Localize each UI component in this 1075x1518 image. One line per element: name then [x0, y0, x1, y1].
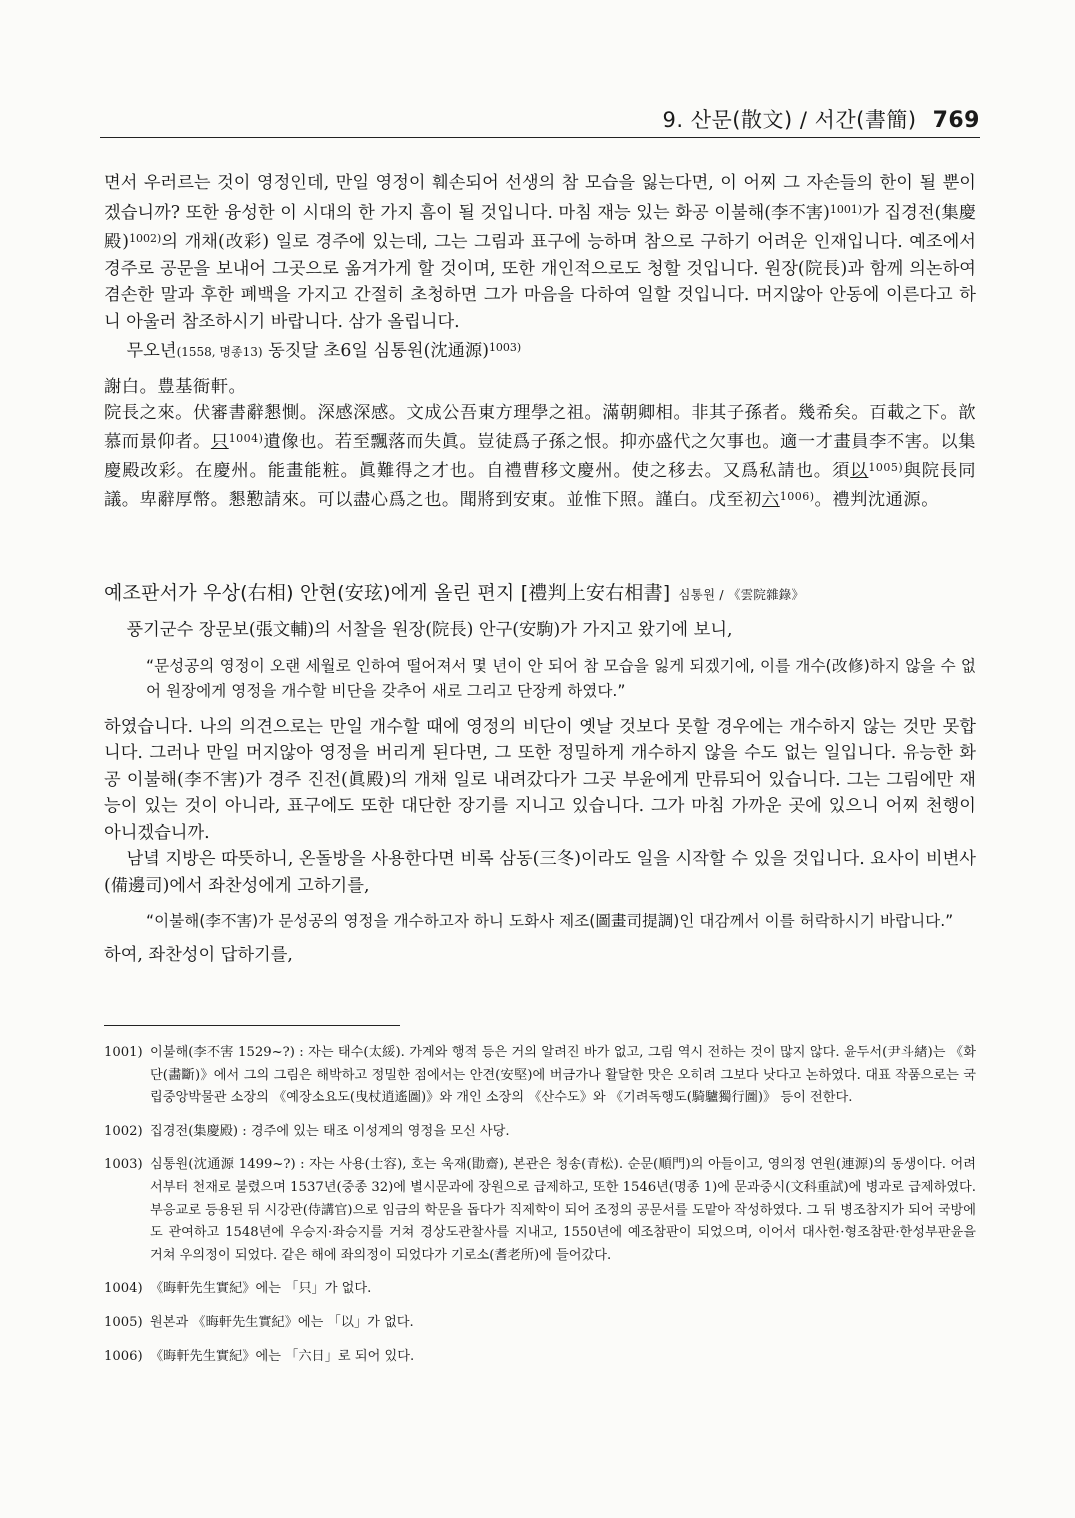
footnote-number: 1006)	[104, 1348, 143, 1364]
footnote-1004	[104, 1278, 976, 1301]
text-run: 。禮判沈通源。	[814, 490, 939, 510]
text-run: 院長之來。伏審書辭懇惻。深感深感。文成公吾東方理學之祖。滿朝卿相。非其子孫者。幾希矣。百載之下。歆慕而景仰者。	[104, 403, 976, 452]
footnote-number: 1002)	[104, 1123, 143, 1139]
footnote-number: 1005)	[104, 1314, 143, 1330]
translation-paragraph	[104, 170, 976, 335]
original-paragraph	[104, 400, 976, 513]
footnote-number: 1003)	[104, 1157, 143, 1173]
section-title	[104, 578, 976, 605]
footnotes	[104, 1042, 976, 1379]
footnote-ref-1002[interactable]: 1002)	[129, 232, 162, 245]
original-heading: 謝白。豊基衙軒。	[104, 377, 247, 397]
footnote-1006	[104, 1346, 976, 1369]
footnote-text: 집경전(集慶殿) : 경주에 있는 태조 이성계의 영정을 모신 사당.	[150, 1123, 510, 1139]
date-text: 무오년	[126, 341, 177, 361]
footnote-ref-1006[interactable]: 1006)	[779, 490, 815, 503]
quote-block: “문성공의 영정이 오랜 세월로 인하여 떨어져서 몇 년이 안 되어 참 모습을 잃게 되겠기에, 이를 개수(改修)하지 않을 수 없어 원장에게 영정을 개수할 비단을 갖추어 새로 그리고 단장케 하였다.”	[146, 656, 976, 700]
annotated-char: 只	[210, 432, 229, 452]
page-number: 769	[932, 108, 980, 133]
running-header	[100, 104, 980, 134]
text-run: 與院長同議。卑辭厚幣。懇懃請來。可以盡心爲之也。聞將到安東。並惟下照。謹白。戊至初	[104, 461, 976, 510]
footnote-ref-1004[interactable]: 1004)	[228, 432, 264, 445]
footnote-rule	[104, 1025, 400, 1026]
body-paragraph: 하여, 좌찬성이 답하기를,	[104, 945, 293, 965]
section-letter-2	[104, 578, 976, 969]
date-author: 동짓달 초6일 심통원(沈通源)	[262, 341, 489, 361]
translation-continued	[104, 170, 976, 366]
footnote-number: 1004)	[104, 1281, 143, 1297]
header-section-title: 9. 산문(散文) / 서간(書簡)	[662, 108, 917, 132]
annotated-char: 以	[850, 461, 869, 481]
date-year-note: (1558, 명종13)	[176, 345, 263, 359]
intro-paragraph: 풍기군수 장문보(張文輔)의 서찰을 원장(院長) 안구(安駒)가 가지고 왔기에 보니,	[126, 620, 733, 640]
footnote-1002	[104, 1121, 976, 1144]
footnote-text: 심통원(沈通源 1499~?) : 자는 사용(士容), 호는 욱재(勖齋), 본관은 청송(青松). 순문(順門)의 아들이고, 영의정 연원(連源)의 동생이다. 어려서부터 천재로 불렸으며 1537년(중종 32)에 별시문과에 장원으로 급제하고, 또한 1546년(명종 1)에 문과중시(文科重試)에 병과로 급제하였다. 부응교로 등용된 뒤 시강관(侍講官)으로 임금의 학문을 돕다가 직제학이 되어 조정의 공문서를 도맡아 작성하였다. 그 뒤 병조참지가 되어 국방에도 관여하고 1548년에 우승지·좌승지를 거쳐 경상도관찰사를 지내고, 1550년에 예조참판이 되었으며, 이어서 대사헌·형조참판·한성부판윤을 거쳐 우의정이 되었다. 같은 해에 좌의정이 되었다가 기로소(耆老所)에 들어갔다.	[150, 1157, 976, 1263]
annotated-char: 六	[761, 490, 780, 510]
letter-date-line	[104, 335, 976, 366]
text-run: 의 개채(改彩) 일로 경주에 있는데, 그는 그림과 표구에 능하며 참으로 구하기 어려운 인재입니다. 예조에서 경주로 공문을 보내어 그곳으로 옮겨가게 할 것이며, 또한 개인적으로도 청할 것입니다. 원장(院長)과 함께 의논하여 겸손한 말과 후한 폐백을 가지고 간절히 초청하면 그가 마음을 다하여 일할 것입니다. 머지않아 안동에 이른다고 하니 아울러 참조하시기 바랍니다. 삼가 올립니다.	[104, 232, 976, 332]
original-text	[104, 374, 976, 513]
text-run: 遺像也。若至飄落而失眞。豈徒爲子孫之恨。抑亦盛代之欠事也。適一才畫員李不害。以集慶殿改彩。在慶州。能畫能粧。眞難得之才也。自禮曹移文慶州。使之移去。又爲私請也。須	[104, 432, 976, 481]
footnote-1003	[104, 1154, 976, 1267]
text-run: 면서 우러르는 것이 영정인데, 만일 영정이 훼손되어 선생의 참 모습을 잃는다면, 이 어찌 그 자손들의 한이 될 뿐이겠습니까? 또한 융성한 이 시대의 한 가지 흠이 될 것입니다. 마침 재능 있는 화공 이불해(李不害)	[104, 173, 976, 223]
footnote-number: 1001)	[104, 1045, 143, 1060]
text-run: 가 집경전(集慶殿)	[104, 202, 976, 252]
footnote-ref-1005[interactable]: 1005)	[868, 461, 904, 474]
footnote-text: 이불해(李不害 1529~?) : 자는 태수(太綏). 가계와 행적 등은 거의 알려진 바가 없고, 그림 역시 전하는 것이 많지 않다. 윤두서(尹斗緖)는 《화단(畵斷)》에서 그의 그림은 해박하고 정밀한 점에서는 안견(安堅)에 버금가나 활달한 맛은 오히려 그보다 낫다고 논하였다. 대표 작품으로는 국립중앙박물관 소장의 《예장소요도(曳杖逍遙圖)》와 개인 소장의 《산수도》와 《기려독행도(騎驢獨行圖)》 등이 전한다.	[150, 1045, 976, 1106]
body-paragraph: 남녘 지방은 따뜻하니, 온돌방을 사용한다면 비록 삼동(三冬)이라도 일을 시작할 수 있을 것입니다. 요사이 비변사(備邊司)에서 좌찬성에게 고하기를,	[104, 849, 976, 896]
section-author: 심통원 / 《雲院雜錄》	[678, 587, 805, 602]
header-rule	[100, 137, 980, 138]
footnote-1001	[104, 1042, 976, 1110]
section-title-text: 예조판서가 우상(右相) 안현(安玹)에게 올린 편지 [禮判上安右相書]	[104, 582, 671, 604]
footnote-text: 《晦軒先生實紀》에는 「六日」로 되어 있다.	[150, 1348, 415, 1364]
footnote-1005	[104, 1312, 976, 1335]
footnote-ref-1003[interactable]: 1003)	[488, 341, 522, 354]
quote-block: “이불해(李不害)가 문성공의 영정을 개수하고자 하니 도화사 제조(圖畫司提調)인 대감께서 이를 허락하시기 바랍니다.”	[146, 912, 954, 930]
footnote-ref-1001[interactable]: 1001)	[829, 202, 863, 216]
footnote-text: 원본과 《晦軒先生實紀》에는 「以」가 없다.	[150, 1314, 414, 1330]
footnote-text: 《晦軒先生實紀》에는 「只」가 없다.	[150, 1281, 372, 1297]
body-paragraph: 하였습니다. 나의 의견으로는 만일 개수할 때에 영정의 비단이 옛날 것보다 못할 경우에는 개수하지 않는 것만 못합니다. 그러나 만일 머지않아 영정을 버리게 된다면, 그 또한 정밀하게 개수하지 않을 수도 없는 일입니다. 유능한 화공 이불해(李不害)가 경주 진전(眞殿)의 개채 일로 내려갔다가 그곳 부윤에게 만류되어 있습니다. 그는 그림에만 재능이 있는 것이 아니라, 표구에도 또한 대단한 장기를 지니고 있습니다. 그가 마침 가까운 곳에 있으니 어찌 천행이 아니겠습니까.	[104, 716, 976, 843]
